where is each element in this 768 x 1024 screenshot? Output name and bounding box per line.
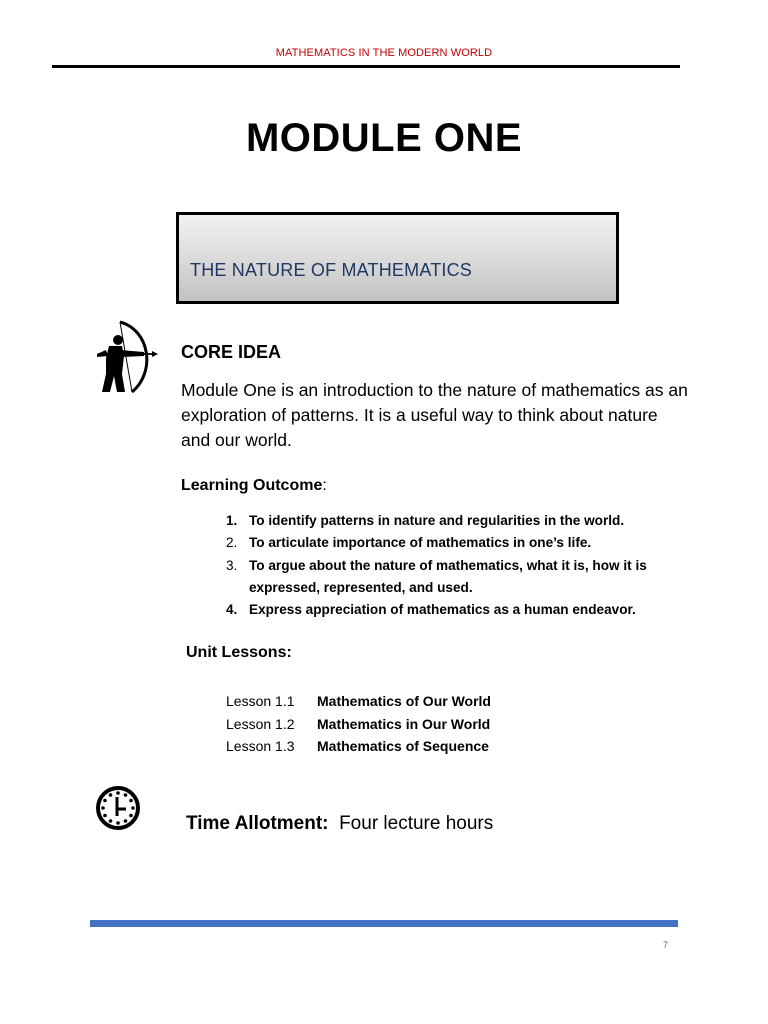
- header-divider: [52, 65, 680, 68]
- lesson-number: Lesson 1.1: [226, 693, 295, 709]
- list-item-number: 3.: [226, 557, 238, 573]
- archer-icon: [92, 316, 158, 394]
- module-title: MODULE ONE: [245, 116, 523, 160]
- list-item: [226, 599, 696, 621]
- core-idea-text: Module One is an introduction to the nature of mathematics as an exploration of patterns. It is a useful way to think about nature and our world.: [181, 380, 688, 450]
- page-number: 7: [663, 940, 669, 950]
- list-item-text: To identify patterns in nature and regularities in the world.: [249, 513, 625, 528]
- list-item: [226, 532, 696, 554]
- list-item: [226, 555, 696, 600]
- lesson-title: Mathematics in Our World: [317, 715, 491, 732]
- learning-outcome-colon: :: [322, 477, 327, 494]
- list-item-number: 1.: [226, 513, 238, 528]
- core-idea-heading: CORE IDEA: [181, 342, 282, 362]
- banner-title: THE NATURE OF MATHEMATICS: [190, 260, 472, 280]
- clock-icon: [95, 785, 141, 831]
- list-item-text: To argue about the nature of mathematics, what it is, how it is expressed, represented, and used.: [249, 557, 647, 595]
- time-allotment: [186, 813, 493, 835]
- learning-outcome-heading: [181, 477, 327, 495]
- time-allotment-label: Time Allotment:: [186, 813, 329, 834]
- list-item-text: Express appreciation of mathematics as a human endeavor.: [249, 602, 636, 618]
- running-header: MATHEMATICS IN THE MODERN WORLD: [275, 47, 493, 59]
- list-item: [226, 510, 696, 532]
- learning-outcome-list: [226, 510, 696, 621]
- lesson-row: [226, 713, 491, 736]
- list-item-text: To articulate importance of mathematics in one’s life.: [249, 535, 592, 551]
- lesson-list: [226, 690, 491, 758]
- lesson-title: Mathematics of Sequence: [317, 738, 489, 754]
- list-item-number: 4.: [226, 602, 238, 618]
- time-allotment-value: Four lecture hours: [339, 813, 494, 834]
- lesson-number: Lesson 1.3: [226, 738, 295, 754]
- list-item-number: 2.: [226, 535, 238, 551]
- lesson-number: Lesson 1.2: [226, 715, 295, 732]
- lesson-row: [226, 690, 491, 713]
- lesson-title: Mathematics of Our World: [317, 693, 491, 709]
- unit-lessons-heading: Unit Lessons:: [186, 644, 292, 661]
- footer-divider: [90, 920, 678, 927]
- module-banner: [176, 212, 619, 304]
- learning-outcome-label: Learning Outcome: [181, 477, 323, 494]
- lesson-row: [226, 735, 491, 758]
